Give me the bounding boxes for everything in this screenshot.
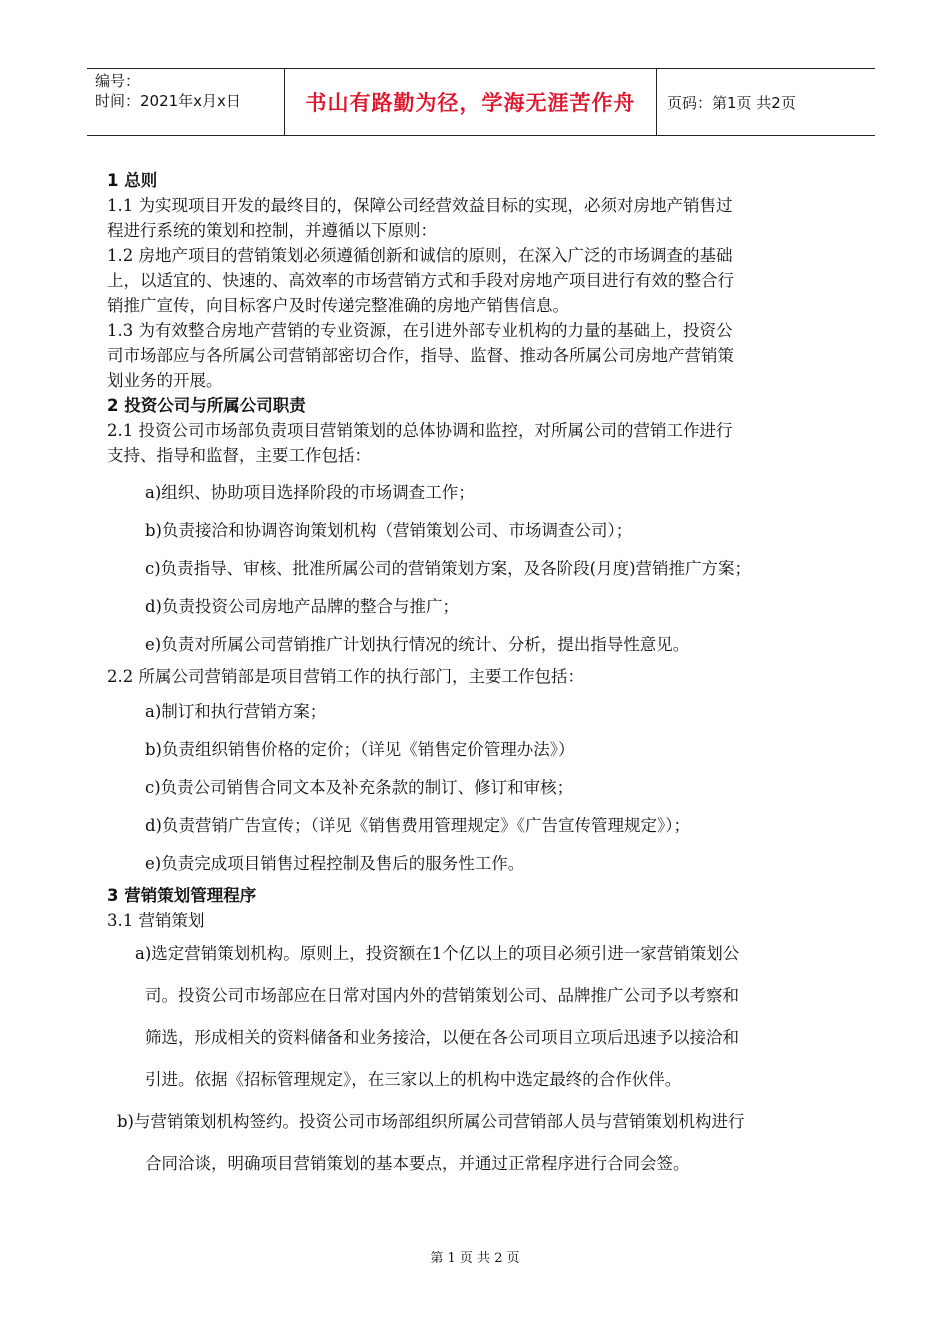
body-line: 程进行系统的策划和控制，并遵循以下原则：: [107, 221, 437, 240]
section-heading: 1 总则: [107, 171, 158, 190]
list-item-first-line: a)选定营销策划机构。原则上，投资额在1个亿以上的项目必须引进一家营销策划公: [135, 944, 740, 963]
list-item: c)负责指导、审核、批准所属公司的营销策划方案，及各阶段(月度)营销推广方案；: [145, 559, 752, 578]
list-item: d)负责投资公司房地产品牌的整合与推广；: [145, 597, 459, 616]
header-meta-cell: [87, 69, 285, 135]
list-item-continuation: 合同洽谈，明确项目营销策划的基本要点，并通过正常程序进行合同会签。: [145, 1154, 690, 1173]
body-line: 销推广宣传，向目标客户及时传递完整准确的房地产销售信息。: [107, 296, 569, 315]
body-line: 支持、指导和监督，主要工作包括：: [107, 446, 371, 465]
body-line: 上，以适宜的、快速的、高效率的市场营销方式和手段对房地产项目进行有效的整合行: [107, 271, 734, 290]
list-item: c)负责公司销售合同文本及补充条款的制订、修订和审核；: [145, 778, 574, 797]
list-item-first-line: b)与营销策划机构签约。投资公司市场部组织所属公司营销部人员与营销策划机构进行: [117, 1112, 745, 1131]
list-item-continuation: 引进。依据《招标管理规定》，在三家以上的机构中选定最终的合作伙伴。: [145, 1070, 682, 1089]
body-line: 1.1 为实现项目开发的最终目的，保障公司经营效益目标的实现，必须对房地产销售过: [107, 196, 733, 215]
list-item-continuation: 筛选，形成相关的资料储备和业务接洽，以便在各公司项目立项后迅速予以接洽和: [145, 1028, 739, 1047]
body-line: 2.2 所属公司营销部是项目营销工作的执行部门，主要工作包括：: [107, 667, 584, 686]
list-item: a)组织、协助项目选择阶段的市场调查工作；: [145, 483, 475, 502]
document-number-label: 编号：: [95, 72, 141, 90]
list-item: e)负责完成项目销售过程控制及售后的服务性工作。: [145, 854, 525, 873]
subsection-heading: 3.1 营销策划: [107, 911, 205, 930]
header-motto-cell: [285, 69, 657, 135]
body-line: 1.3 为有效整合房地产营销的专业资源，在引进外部专业机构的力量的基础上，投资公: [107, 321, 733, 340]
section3-items: [107, 933, 852, 1185]
document-header: [87, 68, 875, 136]
list-item: a)制订和执行营销方案；: [145, 702, 327, 721]
body-line: 1.2 房地产项目的营销策划必须遵循创新和诚信的原则，在深入广泛的市场调查的基础: [107, 246, 733, 265]
body-line: 2.1 投资公司市场部负责项目营销策划的总体协调和监控，对所属公司的营销工作进行: [107, 421, 733, 440]
document-body: [107, 168, 852, 1185]
section-heading: 2 投资公司与所属公司职责: [107, 396, 306, 415]
header-motto: 书山有路勤为径，学海无涯苦作舟: [305, 91, 636, 115]
list-item: b)负责接洽和协调咨询策划机构（营销策划公司、市场调查公司）；: [145, 521, 633, 540]
header-page-number: 页码：第1页 共2页: [667, 93, 796, 112]
list-item-continuation: 司。投资公司市场部应在日常对国内外的营销策划公司、品牌推广公司予以考察和: [145, 986, 739, 1005]
body-line: 司市场部应与各所属公司营销部密切合作，指导、监督、推动各所属公司房地产营销策: [107, 346, 734, 365]
document-date-label: 时间：2021年x月x日: [95, 92, 241, 110]
body-line: 划业务的开展。: [107, 371, 223, 390]
list-item: b)负责组织销售价格的定价；（详见《销售定价管理办法》）: [145, 740, 575, 759]
list-item: d)负责营销广告宣传；（详见《销售费用管理规定》《广告宣传管理规定》）；: [145, 816, 690, 835]
page-footer: 第 1 页 共 2 页: [430, 1251, 520, 1266]
header-page-cell: [657, 69, 875, 135]
section-heading: 3 营销策划管理程序: [107, 886, 257, 905]
list-item: e)负责对所属公司营销推广计划执行情况的统计、分析，提出指导性意见。: [145, 635, 690, 654]
